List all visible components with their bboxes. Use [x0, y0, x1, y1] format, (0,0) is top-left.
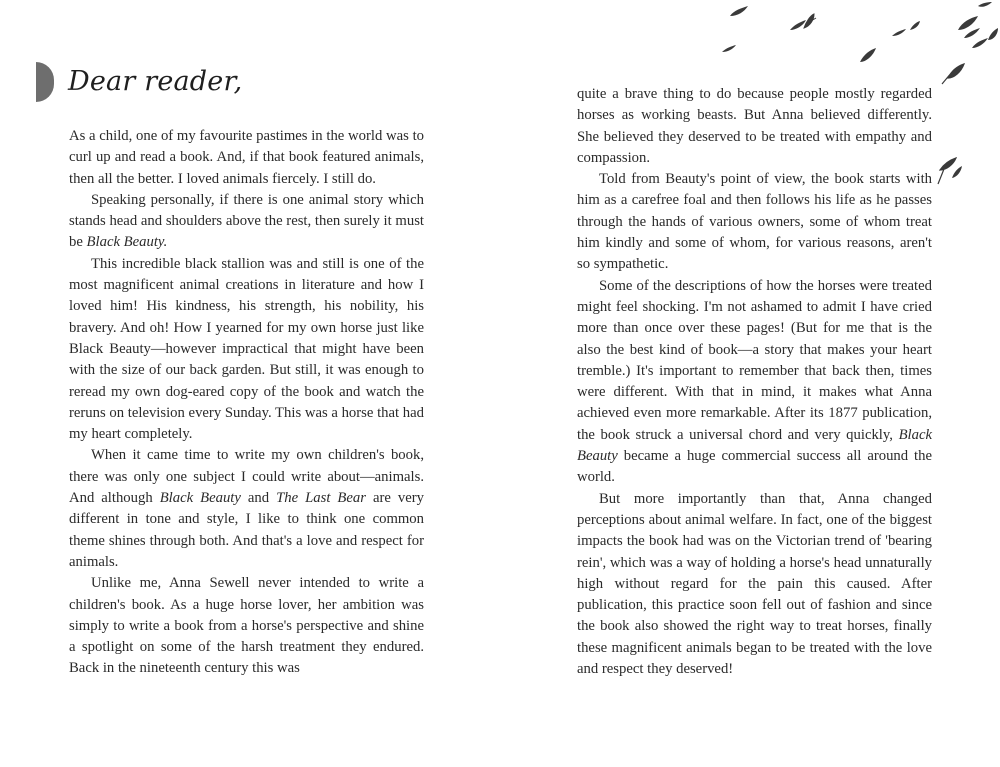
book-title: The Last Bear — [276, 490, 366, 507]
paragraph: As a child, one of my favourite pastimes in the world was to curl up and read a book. And, if that book featured animals, then all the better. I loved animals fiercely. I still do. — [69, 128, 424, 187]
paragraph: Told from Beauty's point of view, the book starts with him as a carefree foal and then follows his life as he passes through the hands of various owners, some of whom treat him kindly and some of whom, for various reasons, aren't so sympathetic. — [577, 171, 932, 273]
paragraph: Unlike me, Anna Sewell never intended to write a children's book. As a huge horse lover, her ambition was simply to write a book from a horse's perspective and shine a spotlight on some of the harsh treatment they endured. Back in the nineteenth century this was — [69, 575, 424, 677]
leaf-icon — [952, 166, 962, 178]
leaf-icon — [722, 45, 736, 52]
left-page-text — [69, 126, 424, 680]
book-title: Black Beauty — [577, 426, 932, 465]
leaf-icon — [938, 158, 956, 184]
leaf-icon — [988, 28, 998, 40]
paragraph: Some of the descriptions of how the horses were treated might feel shocking. I'm not ashamed to admit I have cried more than once over these pages! (But for me that is the also the best kind of book—a story that makes your heart tremble.) It's important to remember that back then, times were different. With that in mind, it makes what Anna achieved even more remarkable. After its 1877 publication, the book struck a universal chord and very quickly, Black Beauty became a huge commercial success all around the world. — [577, 277, 932, 486]
leaf-icon — [730, 6, 748, 16]
page-heading: Dear reader, — [68, 66, 243, 97]
paragraph: But more importantly than that, Anna changed perceptions about animal welfare. In fact, one of the biggest impacts the book had was on the Victorian trend of 'bearing rein', which was a way of holding a horse's head unnaturally high without regard for the pain this caused. After publication, this practice soon fell out of fashion and since the book also showed the right way to treat horses, finally these magnificent animals began to be treated with the love and respect they deserved! — [577, 490, 932, 678]
leaf-icon — [958, 16, 988, 48]
leaf-icon — [804, 14, 816, 28]
leaf-icon — [910, 21, 920, 30]
leaf-icon — [892, 29, 906, 36]
leaf-icon — [942, 64, 964, 84]
paragraph: This incredible black stallion was and still is one of the most magnificent animal creations in literature and how I loved him! His kindness, his strength, his nobility, his bravery. And oh! How I yearned for my own horse just like Black Beauty—however impractical that might have been with the size of our back garden. But still, it was enough to reread my own dog-eared copy of the book and watch the reruns on television every Sunday. This was a horse that had my heart completely. — [69, 255, 424, 443]
leaf-icon — [860, 48, 876, 62]
paragraph: Speaking personally, if there is one animal story which stands head and shoulders above the rest, then surely it must be Black Beauty. — [69, 191, 424, 251]
chapter-tab-marker — [36, 62, 54, 102]
paragraph: When it came time to write my own children's book, there was only one subject I could write about—animals. And although Black Beauty and The Last Bear are very different in tone and style, I like to think one common theme shines through both. And that's a love and respect for animals. — [69, 447, 425, 570]
leaf-icon — [978, 2, 992, 7]
falling-leaves-icon — [720, 0, 1000, 200]
paragraph: quite a brave thing to do because people mostly regarded horses as working beasts. But Anna believed differently. She believed they deserved to be treated with empathy and compassion. — [577, 86, 932, 166]
book-title: Black Beauty. — [86, 234, 168, 251]
book-title: Black Beauty — [159, 490, 241, 507]
